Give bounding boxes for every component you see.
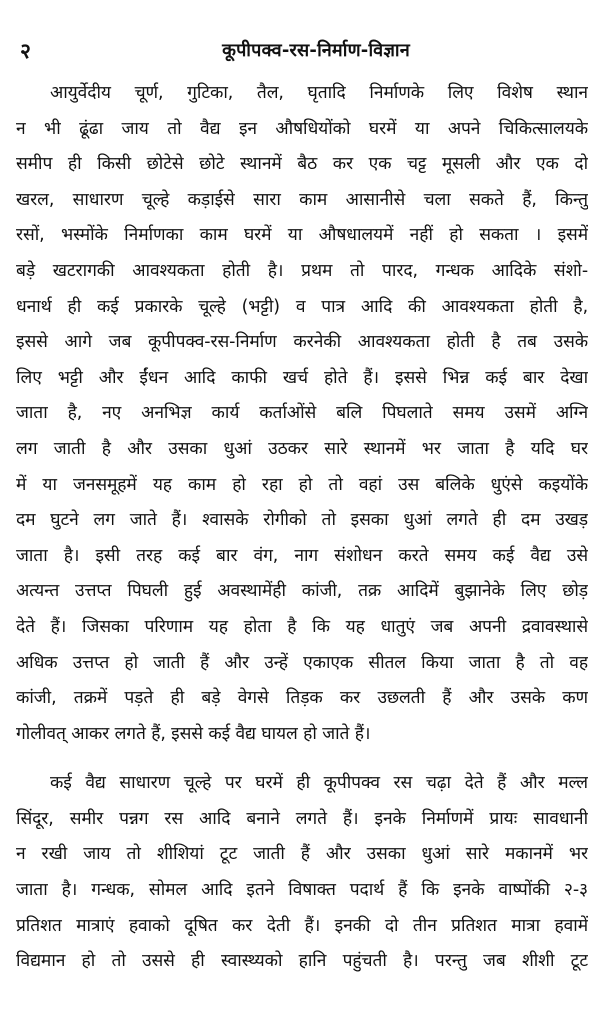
text-line: बड़े खटरागकी आवश्यकता होती है। प्रथम तो पारद, गन्धक आदिके संशो- xyxy=(16,260,588,281)
text-line: दम घुटने लग जाते हैं। श्वासके रोगीको तो इसका धुआं लगते ही दम उखड़ xyxy=(16,510,588,531)
text-line: धनार्थ ही कई प्रकारके चूल्हे (भट्टी) व पात्र आदि की आवश्यकता होती है, xyxy=(16,296,588,317)
text-line: अत्यन्त उत्तप्त पिघली हुई अवस्थामेंही कांजी, तक्र आदिमें बुझानेके लिए छोड़ xyxy=(16,581,588,602)
text-line: कांजी, तक्रमें पड़ते ही बड़े वेगसे तिड़क कर उछलती हैं और उसके कण xyxy=(16,688,588,709)
text-line: देते हैं। जिसका परिणाम यह होता है कि यह धातुएं जब अपनी द्रवावस्थासे xyxy=(16,616,588,637)
text-line: न भी ढूंढा जाय तो वैद्य इन औषधियोंको घरमें या अपने चिकित्सालयके xyxy=(16,118,588,139)
text-line: जाता है। इसी तरह कई बार वंग, नाग संशोधन करते समय कई वैद्य उसे xyxy=(16,545,588,566)
text-line: सिंदूर, समीर पन्नग रस आदि बनाने लगते हैं। इनके निर्माणमें प्रायः सावधानी xyxy=(16,808,588,829)
text-line: जाता है, नए अनभिज्ञ कार्य कर्ताओंसे बलि पिघलाते समय उसमें अग्नि xyxy=(16,403,588,424)
text-line: विद्यमान हो तो उससे ही स्वास्थ्यको हानि पहुंचती है। परन्तु जब शीशी टूट xyxy=(16,951,588,972)
text-line: जाता है। गन्धक, सोमल आदि इतने विषाक्त पदार्थ हैं कि इनके वाष्पोंकी २-३ xyxy=(16,880,588,901)
text-line: लिए भट्टी और ईंधन आदि काफी खर्च होते हैं। इससे भिन्न कई बार देखा xyxy=(16,367,588,388)
running-title: कूपीपक्व-रस-निर्माण-विज्ञान xyxy=(222,40,410,61)
text-line: प्रतिशत मात्राएं हवाको दूषित कर देती हैं। इनकी दो तीन प्रतिशत मात्रा हवामें xyxy=(16,915,588,936)
text-line: आयुर्वेदीय चूर्ण, गुटिका, तैल, घृतादि निर्माणके लिए विशेष स्थान xyxy=(50,83,588,103)
page-header xyxy=(16,34,588,68)
text-line: खरल, साधारण चूल्हे कड़ाईसे सारा काम आसानीसे चला सकते हैं, किन्तु xyxy=(16,189,588,210)
paragraph-2 xyxy=(16,766,588,980)
text-line: न रखी जाय तो शीशियां टूट जाती हैं और उसका धुआं सारे मकानमें भर xyxy=(16,844,588,865)
text-line: में या जनसमूहमें यह काम हो रहा हो तो वहां उस बलिके धुएंसे कइयोंके xyxy=(16,474,588,495)
text-line: इससे आगे जब कूपीपक्व-रस-निर्माण करनेकी आवश्यकता होती है तब उसके xyxy=(16,332,588,353)
text-line: अधिक उत्तप्त हो जाती हैं और उन्हें एकाएक सीतल किया जाता है तो वह xyxy=(16,652,588,673)
text-line: कई वैद्य साधारण चूल्हे पर घरमें ही कूपीपक्व रस चढ़ा देते हैं और मल्ल xyxy=(50,773,588,794)
page-number: २ xyxy=(20,39,31,63)
paragraph-1 xyxy=(16,76,588,752)
text-line: रसों, भस्मोंके निर्माणका काम घरमें या औषधालयमें नहीं हो सकता । इसमें xyxy=(16,225,588,246)
text-line: गोलीवत् आकर लगते हैं, इससे कई वैद्य घायल हो जाते हैं। xyxy=(16,723,371,744)
text-line: समीप ही किसी छोटेसे छोटे स्थानमें बैठ कर एक चट्ट मूसली और एक दो xyxy=(16,154,588,175)
paragraph-spacer xyxy=(16,752,588,766)
text-line: लग जाती है और उसका धुआं उठकर सारे स्थानमें भर जाता है यदि घर xyxy=(16,438,588,459)
